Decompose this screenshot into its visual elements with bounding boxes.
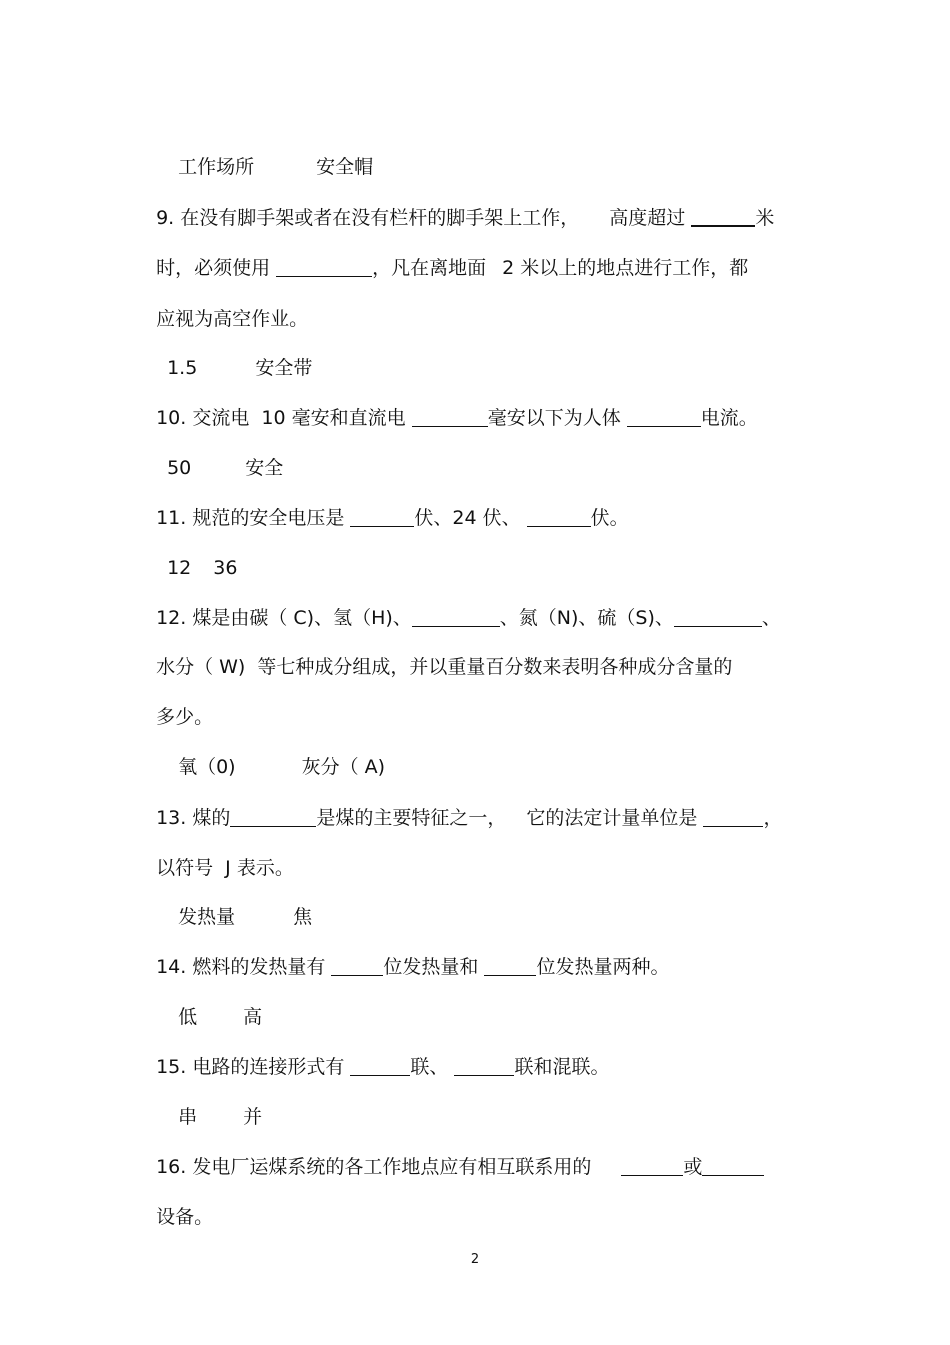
answer-text: 串 — [178, 1106, 198, 1128]
question-text: 米 — [755, 207, 775, 229]
answer-text: 1.5 — [167, 357, 198, 379]
q10-answer-line — [155, 429, 283, 481]
question-9-line-3 — [144, 280, 308, 332]
question-text: 以符号 J 表示。 — [156, 857, 294, 879]
question-text: 应视为高空作业。 — [156, 308, 309, 330]
question-text: 或 — [683, 1156, 703, 1178]
question-text: 水分（ W) 等七种成分组成，并以重量百分数来表明各种成分含量的 — [156, 656, 733, 678]
question-text: 伏、24 伏、 — [414, 507, 521, 529]
question-text: 位发热量两种。 — [536, 956, 670, 978]
question-text: 毫安以下为人体 — [487, 407, 621, 429]
q14-answer-line — [166, 978, 262, 1030]
q12-answer-line — [166, 728, 385, 780]
fill-blank[interactable] — [350, 506, 414, 527]
fill-blank[interactable] — [527, 506, 591, 527]
question-text: ， — [763, 807, 783, 829]
question-text: 联和混联。 — [514, 1056, 610, 1078]
page-number: 2 — [470, 1252, 480, 1267]
fill-blank[interactable] — [674, 606, 762, 627]
answer-text: 安全 — [245, 457, 284, 479]
answer-text: 高 — [243, 1006, 263, 1028]
question-text: 14. 燃料的发热量有 — [156, 956, 326, 978]
question-text: 15. 电路的连接形式有 — [156, 1056, 345, 1078]
question-12-line-3 — [144, 678, 213, 730]
answer-text: 焦 — [293, 906, 313, 928]
fill-blank[interactable] — [350, 1055, 410, 1076]
fill-blank[interactable] — [276, 256, 372, 277]
answer-text: 并 — [243, 1106, 263, 1128]
answer-text: 安全带 — [255, 357, 313, 379]
question-16-line-1 — [144, 1128, 764, 1180]
answer-text: 安全帽 — [316, 156, 374, 178]
question-text: 、氮（N)、硫（S)、 — [499, 607, 674, 629]
q13-answer-line — [166, 878, 312, 930]
question-text: 多少。 — [156, 706, 214, 728]
fill-blank[interactable] — [412, 406, 488, 427]
question-11-line-1 — [144, 479, 629, 531]
question-13-line-1 — [144, 779, 782, 831]
fill-blank[interactable] — [621, 1155, 683, 1176]
question-14-line-1 — [144, 928, 669, 980]
fill-blank[interactable] — [454, 1055, 514, 1076]
question-text: 电流。 — [700, 407, 758, 429]
question-text: 11. 规范的安全电压是 — [156, 507, 345, 529]
question-text: 它的法定计量单位是 — [526, 807, 698, 829]
answer-text: 50 — [167, 457, 192, 479]
answer-text: 氧（0) — [178, 756, 236, 778]
question-text: 位发热量和 — [383, 956, 479, 978]
question-text: 13. 煤的 — [156, 807, 231, 829]
question-text: 设备。 — [156, 1206, 214, 1228]
question-9-line-2 — [144, 229, 748, 281]
fill-blank[interactable] — [702, 1155, 764, 1176]
question-text: 是煤的主要特征之一， — [316, 807, 507, 829]
answer-text: 低 — [178, 1006, 198, 1028]
question-text: 伏。 — [590, 507, 629, 529]
answer-text: 12 — [167, 557, 192, 579]
question-text: 10. 交流电 10 毫安和直流电 — [156, 407, 406, 429]
fill-blank[interactable] — [703, 806, 763, 827]
question-text: 高度超过 — [609, 207, 686, 229]
question-13-line-2 — [144, 829, 294, 881]
answer-text: 工作场所 — [178, 156, 255, 178]
answer-text: 发热量 — [178, 906, 236, 928]
question-12-line-2 — [144, 628, 732, 680]
question-10-line-1 — [144, 379, 758, 431]
fill-blank[interactable] — [484, 955, 536, 976]
question-text: ，凡在离地面 — [372, 257, 487, 279]
question-9-line-1 — [144, 179, 774, 231]
answer-text: 36 — [213, 557, 238, 579]
fill-blank[interactable] — [691, 205, 755, 227]
question-text: 2 米以上的地点进行工作，都 — [502, 257, 749, 279]
q8-answer-line — [166, 128, 373, 180]
fill-blank[interactable] — [230, 806, 316, 827]
answer-text: 灰分（ A) — [301, 756, 386, 778]
question-text: 、 — [761, 607, 781, 629]
fill-blank[interactable] — [331, 955, 383, 976]
question-text: 16. 发电厂运煤系统的各工作地点应有相互联系用的 — [156, 1156, 592, 1178]
q9-answer-line — [155, 329, 312, 381]
fill-blank[interactable] — [627, 406, 701, 427]
question-12-line-1 — [144, 579, 781, 631]
fill-blank[interactable] — [412, 606, 500, 627]
q15-answer-line — [166, 1078, 262, 1130]
q11-answer-line — [155, 529, 237, 581]
question-text: 联、 — [410, 1056, 449, 1078]
question-text: 时，必须使用 — [156, 257, 271, 279]
question-text: 12. 煤是由碳（ C)、氢（H)、 — [156, 607, 412, 629]
question-16-line-2 — [144, 1178, 213, 1230]
question-15-line-1 — [144, 1028, 609, 1080]
question-text: 9. 在没有脚手架或者在没有栏杆的脚手架上工作， — [156, 207, 580, 229]
